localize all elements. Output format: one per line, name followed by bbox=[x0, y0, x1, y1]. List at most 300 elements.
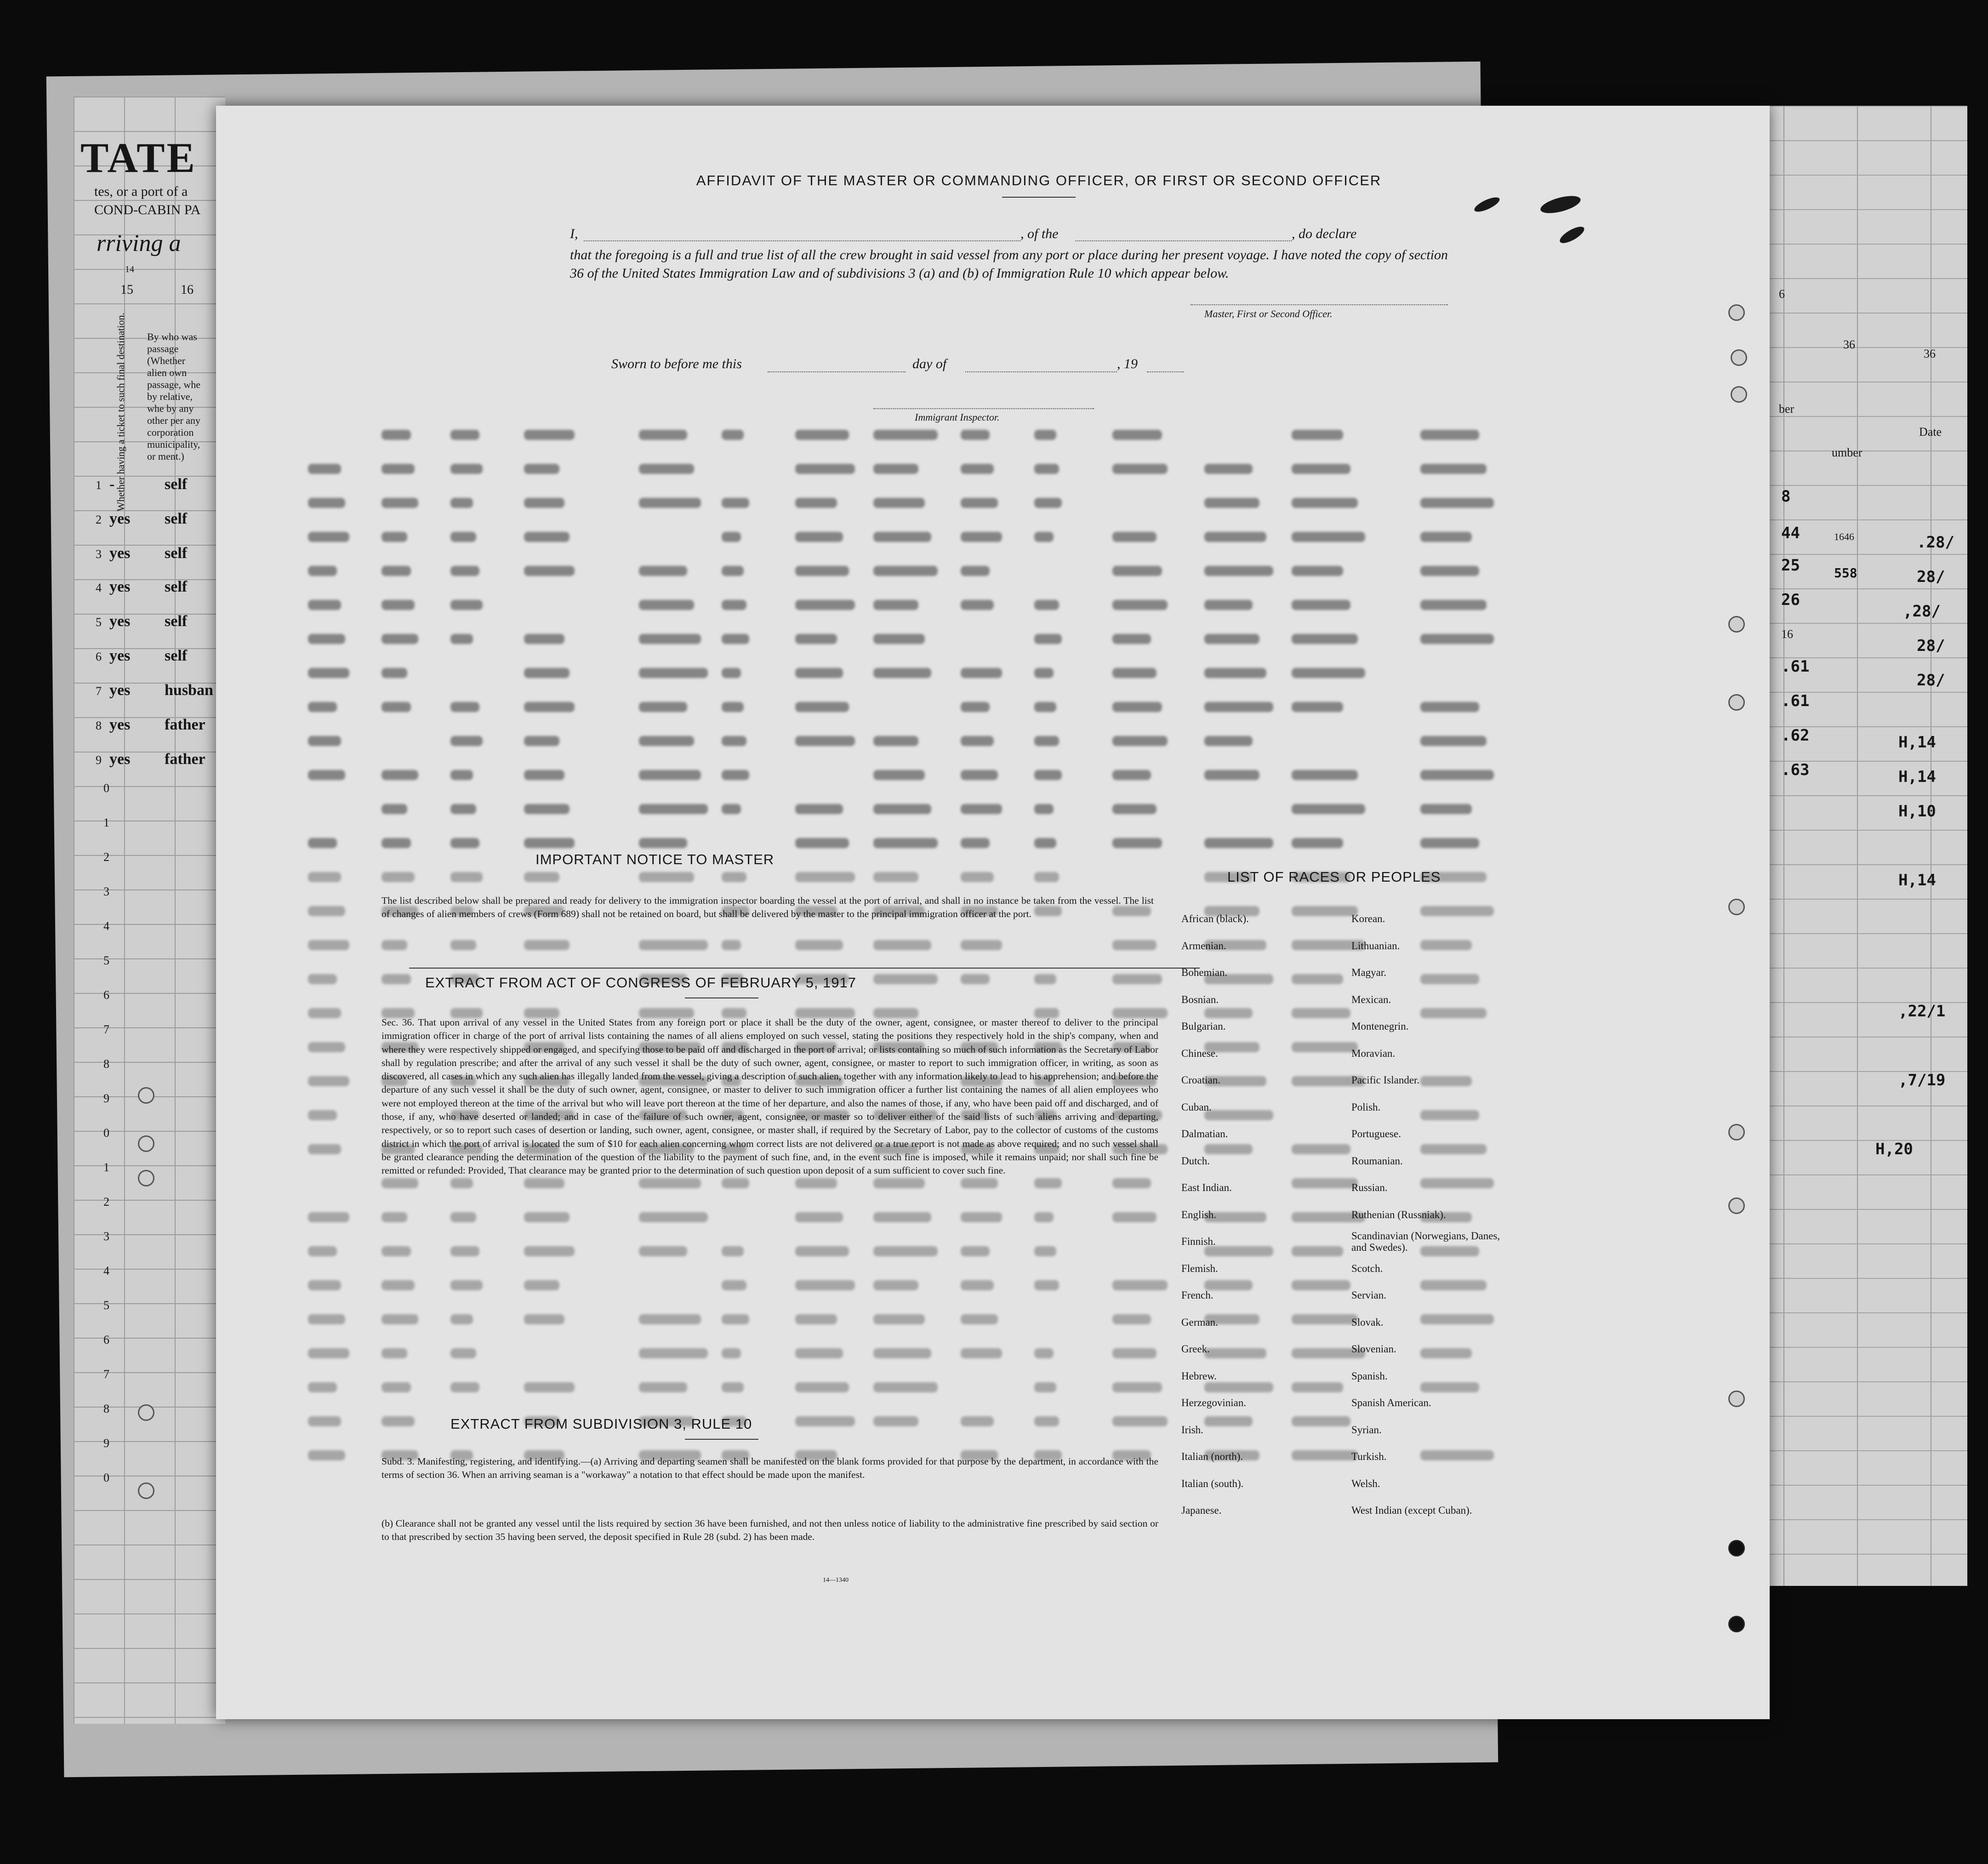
bleed-through-mark bbox=[873, 1348, 931, 1358]
bleed-through-mark bbox=[382, 532, 407, 542]
bleed-through-mark bbox=[1112, 532, 1156, 542]
affiant-name-field[interactable] bbox=[584, 240, 1020, 241]
right-value: ,7/19 bbox=[1898, 1071, 1946, 1089]
bleed-through-mark bbox=[639, 1178, 701, 1188]
row-number: 6 bbox=[103, 1333, 109, 1346]
race-entry: Russian. bbox=[1351, 1182, 1388, 1193]
bleed-through-mark bbox=[639, 634, 701, 644]
inspector-signature-field[interactable] bbox=[873, 408, 1094, 409]
bleed-through-mark bbox=[1112, 770, 1151, 780]
sworn-year-field[interactable] bbox=[1147, 371, 1184, 372]
bleed-through-mark bbox=[382, 838, 411, 848]
column-label: umber bbox=[1832, 446, 1863, 459]
row-number: 4 bbox=[103, 919, 109, 933]
row-number: 1 bbox=[103, 816, 109, 829]
race-entry: Slovak. bbox=[1351, 1316, 1384, 1328]
bleed-through-mark bbox=[639, 668, 708, 678]
bleed-through-mark bbox=[1112, 736, 1168, 746]
bleed-through-row bbox=[308, 498, 1549, 513]
right-value: .28/ bbox=[1917, 533, 1954, 552]
bleed-through-mark bbox=[450, 1382, 479, 1392]
bleed-through-mark bbox=[795, 600, 855, 610]
bleed-through-mark bbox=[961, 1314, 998, 1324]
bleed-through-mark bbox=[450, 430, 479, 440]
bleed-through-mark bbox=[524, 838, 575, 848]
bleed-through-mark bbox=[722, 532, 741, 542]
bleed-through-row bbox=[308, 634, 1549, 650]
right-value: H,14 bbox=[1898, 871, 1936, 889]
bleed-through-mark bbox=[961, 430, 990, 440]
bleed-through-mark bbox=[450, 1178, 473, 1188]
bleed-through-mark bbox=[1420, 566, 1479, 576]
race-entry: Croatian. bbox=[1181, 1074, 1220, 1086]
rule-extract-text-b: (b) Clearance shall not be granted any vessel until the lists required by section 36 have been furnished, and not then unless notice of liability to the administrative fine prescribed by said section or to that prescribed by section 35 having been served, the deposit specified in Rule 28 (subd. 2) has been made. bbox=[382, 1518, 1158, 1543]
inspector-label: Immigrant Inspector. bbox=[915, 411, 1000, 423]
bleed-through-mark bbox=[450, 1246, 479, 1256]
bleed-through-mark bbox=[639, 804, 708, 814]
bleed-through-mark bbox=[1034, 464, 1059, 474]
bleed-through-mark bbox=[873, 838, 938, 848]
bleed-through-mark bbox=[722, 1246, 744, 1256]
punch-hole bbox=[1731, 386, 1747, 403]
race-entry: Finnish. bbox=[1181, 1236, 1216, 1247]
bleed-through-mark bbox=[308, 566, 337, 576]
bleed-through-mark bbox=[722, 1178, 749, 1188]
bleed-through-mark bbox=[1034, 1178, 1062, 1188]
bleed-through-mark bbox=[873, 1314, 925, 1324]
bleed-through-mark bbox=[524, 668, 570, 678]
column-number: 14 bbox=[125, 264, 134, 274]
race-entry: Mexican. bbox=[1351, 993, 1391, 1005]
bleed-through-mark bbox=[961, 464, 994, 474]
left-data-row: 4 yes self bbox=[96, 578, 188, 595]
left-data-row: 5 yes self bbox=[96, 613, 188, 630]
bleed-through-mark bbox=[382, 498, 418, 508]
race-entry: Roumanian. bbox=[1351, 1155, 1403, 1167]
bleed-through-mark bbox=[1034, 736, 1059, 746]
race-entry: Cuban. bbox=[1181, 1101, 1212, 1113]
race-entry: Dalmatian. bbox=[1181, 1128, 1228, 1140]
bleed-through-mark bbox=[1292, 838, 1343, 848]
bleed-through-mark bbox=[961, 974, 990, 984]
bleed-through-mark bbox=[1034, 804, 1054, 814]
bleed-through-mark bbox=[1034, 1382, 1056, 1392]
bleed-through-mark bbox=[308, 872, 341, 882]
bleed-through-mark bbox=[639, 838, 687, 848]
punch-hole bbox=[1728, 1124, 1745, 1140]
bleed-through-row bbox=[308, 702, 1549, 718]
bleed-through-mark bbox=[450, 736, 483, 746]
bleed-through-mark bbox=[308, 736, 341, 746]
notice-text: The list described below shall be prepared and ready for delivery to the immigration inspector boarding the vessel at the port of arrival, and shall in no instance be taken from the vessel. The list of changes of alien members of crews (Form 689) shall not be retained on board, but shall be delivered by the master to the principal immigration officer at the port. bbox=[382, 895, 1154, 920]
bleed-through-mark bbox=[1292, 464, 1350, 474]
bleed-through-mark bbox=[795, 1246, 849, 1256]
officer-signature-field[interactable] bbox=[1191, 304, 1448, 305]
race-entry: Scandinavian (Norwegians, Danes, and Swedes). bbox=[1351, 1230, 1500, 1253]
bleed-through-mark bbox=[308, 464, 341, 474]
left-sheet-heading: TATE bbox=[80, 134, 197, 181]
column-number: 16 bbox=[181, 283, 194, 297]
punch-hole bbox=[138, 1482, 154, 1499]
bleed-through-mark bbox=[308, 838, 337, 848]
bleed-through-mark bbox=[308, 668, 349, 678]
bleed-through-mark bbox=[1112, 1280, 1168, 1290]
bleed-through-mark bbox=[873, 566, 938, 576]
race-entry: Turkish. bbox=[1351, 1451, 1387, 1462]
bleed-through-mark bbox=[795, 1382, 849, 1392]
bleed-through-mark bbox=[308, 1280, 341, 1290]
row-number: 3 bbox=[103, 885, 109, 898]
bleed-through-mark bbox=[1420, 804, 1472, 814]
bleed-through-mark bbox=[1420, 634, 1494, 644]
bleed-through-mark bbox=[722, 668, 741, 678]
rule-extract-title: EXTRACT FROM SUBDIVISION 3, RULE 10 bbox=[450, 1416, 752, 1432]
bleed-through-mark bbox=[382, 1212, 407, 1222]
bleed-through-mark bbox=[1034, 838, 1056, 848]
bleed-through-mark bbox=[873, 498, 925, 508]
punch-hole bbox=[1728, 1540, 1745, 1556]
bleed-through-mark bbox=[450, 600, 483, 610]
bleed-through-mark bbox=[1292, 1246, 1343, 1256]
race-entry: Magyar. bbox=[1351, 967, 1387, 978]
bleed-through-mark bbox=[1112, 668, 1156, 678]
affiant-prefix: I, bbox=[570, 226, 578, 241]
bleed-through-mark bbox=[961, 1212, 1002, 1222]
bleed-through-mark bbox=[524, 1246, 575, 1256]
column-number: 36 bbox=[1924, 347, 1936, 360]
bleed-through-mark bbox=[639, 1246, 687, 1256]
bleed-through-mark bbox=[524, 940, 570, 950]
bleed-through-mark bbox=[639, 1314, 701, 1324]
bleed-through-mark bbox=[1292, 1008, 1350, 1018]
bleed-through-mark bbox=[795, 1178, 837, 1188]
bleed-through-mark bbox=[1292, 804, 1365, 814]
left-data-row: 6 yes self bbox=[96, 647, 188, 664]
left-data-row: 1 - self bbox=[96, 476, 188, 493]
right-value: 44 bbox=[1781, 524, 1800, 542]
bleed-through-mark bbox=[1112, 974, 1162, 984]
bleed-through-mark bbox=[1034, 600, 1059, 610]
bleed-through-mark bbox=[795, 1348, 843, 1358]
ticket-column-header: Whether having a ticket to such final destination. bbox=[115, 313, 126, 512]
bleed-through-mark bbox=[1112, 566, 1162, 576]
bleed-through-mark bbox=[308, 940, 349, 950]
left-sheet-subhead: tes, or a port of a bbox=[94, 184, 188, 199]
vessel-name-field[interactable] bbox=[1076, 240, 1292, 241]
bleed-through-mark bbox=[308, 600, 341, 610]
row-number: 8 bbox=[103, 1057, 109, 1071]
row-number: 7 bbox=[103, 1368, 109, 1381]
bleed-through-row bbox=[308, 668, 1549, 684]
bleed-through-mark bbox=[1420, 464, 1487, 474]
sworn-day-field[interactable] bbox=[768, 371, 906, 372]
form-number: 14—1340 bbox=[823, 1577, 849, 1584]
bleed-through-mark bbox=[1034, 430, 1056, 440]
bleed-through-mark bbox=[873, 668, 931, 678]
bleed-through-mark bbox=[873, 1246, 938, 1256]
bleed-through-mark bbox=[639, 600, 694, 610]
bleed-through-mark bbox=[382, 600, 415, 610]
right-value: .62 bbox=[1781, 726, 1810, 745]
race-entry: Herzegovinian. bbox=[1181, 1397, 1247, 1408]
bleed-through-mark bbox=[308, 1076, 349, 1086]
row-number: 3 bbox=[103, 1230, 109, 1243]
bleed-through-mark bbox=[639, 770, 701, 780]
bleed-through-mark bbox=[722, 566, 744, 576]
bleed-through-mark bbox=[308, 1314, 345, 1324]
bleed-through-mark bbox=[450, 940, 476, 950]
row-number: 2 bbox=[103, 850, 109, 864]
race-entry: French. bbox=[1181, 1289, 1213, 1301]
bleed-through-mark bbox=[1112, 600, 1168, 610]
left-data-row: 2 yes self bbox=[96, 510, 188, 527]
bleed-through-mark bbox=[524, 532, 570, 542]
bleed-through-mark bbox=[1034, 532, 1054, 542]
bleed-through-mark bbox=[639, 872, 694, 882]
bleed-through-mark bbox=[1034, 872, 1059, 882]
bleed-through-mark bbox=[795, 940, 843, 950]
bleed-through-row bbox=[308, 736, 1549, 752]
race-entry: Korean. bbox=[1351, 913, 1385, 924]
row-number: 0 bbox=[103, 1126, 109, 1140]
bleed-through-mark bbox=[722, 1348, 741, 1358]
bleed-through-mark bbox=[722, 872, 746, 882]
bleed-through-mark bbox=[795, 464, 855, 474]
bleed-through-mark bbox=[308, 1008, 341, 1018]
passage-column-header: By who was passage (Whether alien own passage, whe by relative, whe by any other per any corporation municipality, or ment.) bbox=[147, 331, 201, 462]
race-entry: Spanish American. bbox=[1351, 1397, 1431, 1408]
bleed-through-mark bbox=[873, 600, 918, 610]
bleed-through-mark bbox=[450, 498, 473, 508]
bleed-through-mark bbox=[722, 736, 746, 746]
row-number: 7 bbox=[103, 1023, 109, 1036]
punch-hole bbox=[1728, 899, 1745, 915]
bleed-through-mark bbox=[639, 430, 687, 440]
bleed-through-mark bbox=[795, 804, 843, 814]
race-entry: Hebrew. bbox=[1181, 1370, 1217, 1382]
race-entry: African (black). bbox=[1181, 913, 1249, 924]
race-entry: Lithuanian. bbox=[1351, 940, 1400, 952]
bleed-through-mark bbox=[308, 634, 345, 644]
race-entry: Ruthenian (Russniak). bbox=[1351, 1208, 1446, 1220]
bleed-through-mark bbox=[961, 1178, 998, 1188]
bleed-through-mark bbox=[961, 770, 998, 780]
bleed-through-mark bbox=[873, 804, 931, 814]
bleed-through-mark bbox=[639, 566, 687, 576]
bleed-through-mark bbox=[1034, 498, 1062, 508]
bleed-through-mark bbox=[873, 634, 925, 644]
bleed-through-mark bbox=[1420, 430, 1479, 440]
bleed-through-mark bbox=[639, 702, 687, 712]
signatory-label: Master, First or Second Officer. bbox=[1204, 308, 1333, 319]
bleed-through-mark bbox=[450, 464, 483, 474]
bleed-through-mark bbox=[795, 566, 849, 576]
bleed-through-mark bbox=[873, 464, 918, 474]
bleed-through-mark bbox=[873, 1416, 918, 1426]
bleed-through-mark bbox=[961, 804, 1002, 814]
right-value: 8 bbox=[1781, 487, 1791, 506]
bleed-through-mark bbox=[1112, 464, 1168, 474]
bleed-through-mark bbox=[639, 498, 701, 508]
right-value: ,22/1 bbox=[1898, 1002, 1946, 1020]
section-rule bbox=[685, 1439, 758, 1440]
bleed-through-mark bbox=[450, 634, 473, 644]
bleed-through-mark bbox=[795, 668, 843, 678]
bleed-through-mark bbox=[1420, 702, 1479, 712]
act-extract-text: Sec. 36. That upon arrival of any vessel in the United States from any foreign port or place it shall be the duty of the owner, agent, consignee, or master thereof to deliver to the principal immigration officer in charge of the port of arrival lists containing the names of all aliens employed on such vessel, stating the positions they respectively hold in the ship's company, when and where they were respectively shipped or engaged, and specifying those to be paid off and discharged in the port of arrival; or lists containing so much of such information as the Secretary of Labor shall by regulation prescribe; and after the arrival of any such vessel it shall be the duty of such owner, agent, consignee, or master to report to such immigration officer, in writing, as soon as discovered, all cases in which any such alien has illegally landed from the vessel, giving a description of such alien, together with any information likely to lead to his apprehension; and before the departure of any such vessel it shall be the duty of such owner, agent, consignee, or master to deliver to such immigration officer a further list containing the names of all alien employees who were not employed thereon at the time of the arrival but who will leave port thereon at the time of her departure, and also the names of those, if any, who have been paid off and discharged, and of those, if any, who have deserted or landed; and in case of the failure of such owner, agent, consignee, or master so to deliver either of the said lists of such aliens arriving and departing, respectively, or so to report such cases of desertion or landing, such owner, agent, consignee, or master shall, if required by the Secretary of Labor, pay to the collector of customs of the customs district in which the port of arrival is located the sum of $10 for each alien concerning whom correct lists are not delivered or a true report is not made as above required; and no such vessel shall be granted clearance pending the determination of the question of the liability to the payment of such fine, and, in the event such fine is imposed, while it remains unpaid; nor shall such fine be remitted or refunded: Provided, That clearance may be granted prior to the determination of such question upon deposit of a sum sufficient to cover such fine. bbox=[382, 1017, 1158, 1176]
bleed-through-mark bbox=[382, 872, 415, 882]
bleed-through-mark bbox=[382, 702, 411, 712]
sworn-month-field[interactable] bbox=[965, 371, 1117, 372]
bleed-through-mark bbox=[1292, 906, 1358, 916]
bleed-through-row bbox=[308, 532, 1549, 547]
bleed-through-mark bbox=[1034, 1246, 1056, 1256]
bleed-through-mark bbox=[1292, 1042, 1358, 1052]
bleed-through-mark bbox=[450, 872, 483, 882]
bleed-through-mark bbox=[1112, 1416, 1168, 1426]
bleed-through-mark bbox=[961, 872, 994, 882]
bleed-through-mark bbox=[795, 532, 843, 542]
bleed-through-row bbox=[308, 566, 1549, 581]
bleed-through-mark bbox=[382, 1382, 411, 1392]
bleed-through-mark bbox=[524, 1314, 564, 1324]
bleed-through-mark bbox=[382, 1280, 415, 1290]
right-value: .61 bbox=[1781, 692, 1810, 710]
bleed-through-mark bbox=[1292, 668, 1365, 678]
column-number: 6 bbox=[1779, 287, 1785, 301]
year-label: , 19 bbox=[1117, 356, 1138, 371]
bleed-through-mark bbox=[1112, 430, 1162, 440]
bleed-through-mark bbox=[450, 804, 476, 814]
bleed-through-mark bbox=[382, 1348, 407, 1358]
bleed-through-mark bbox=[795, 736, 855, 746]
bleed-through-mark bbox=[1292, 1178, 1358, 1188]
bleed-through-mark bbox=[795, 634, 837, 644]
bleed-through-mark bbox=[1204, 838, 1273, 848]
race-entry: Bosnian. bbox=[1181, 993, 1219, 1005]
bleed-through-mark bbox=[308, 1110, 337, 1120]
bleed-through-mark bbox=[722, 1314, 749, 1324]
bleed-through-mark bbox=[308, 1348, 349, 1358]
right-value: 28/ bbox=[1917, 671, 1945, 690]
races-title: LIST OF RACES OR PEOPLES bbox=[1227, 869, 1441, 885]
bleed-through-mark bbox=[1292, 498, 1358, 508]
right-value: H,14 bbox=[1898, 768, 1936, 786]
punch-hole bbox=[1728, 1391, 1745, 1407]
bleed-through-mark bbox=[873, 940, 931, 950]
bleed-through-mark bbox=[722, 1280, 746, 1290]
bleed-through-mark bbox=[1034, 668, 1054, 678]
right-value: H,14 bbox=[1898, 733, 1936, 752]
bleed-through-mark bbox=[524, 872, 559, 882]
bleed-through-mark bbox=[450, 702, 479, 712]
bleed-through-mark bbox=[1204, 600, 1253, 610]
bleed-through-mark bbox=[1112, 634, 1151, 644]
bleed-through-mark bbox=[722, 702, 744, 712]
act-extract-title: EXTRACT FROM ACT OF CONGRESS OF FEBRUARY 5, 1917 bbox=[425, 975, 857, 991]
bleed-through-mark bbox=[639, 940, 708, 950]
race-entry: Portuguese. bbox=[1351, 1128, 1401, 1140]
race-entry: Spanish. bbox=[1351, 1370, 1388, 1382]
bleed-through-mark bbox=[961, 940, 1002, 950]
race-entry: Slovenian. bbox=[1351, 1343, 1396, 1355]
punch-hole bbox=[1728, 694, 1745, 711]
bleed-through-mark bbox=[961, 668, 1002, 678]
bleed-through-row bbox=[308, 430, 1549, 445]
row-number: 2 bbox=[103, 1195, 109, 1208]
bleed-through-mark bbox=[961, 1280, 994, 1290]
left-data-row: 9 yes father bbox=[96, 751, 205, 768]
bleed-through-mark bbox=[524, 1280, 559, 1290]
bleed-through-row bbox=[308, 464, 1549, 479]
bleed-through-mark bbox=[873, 1280, 918, 1290]
bleed-through-mark bbox=[1204, 770, 1259, 780]
bleed-through-mark bbox=[795, 498, 837, 508]
bleed-through-mark bbox=[873, 1212, 931, 1222]
ink-mark bbox=[1473, 194, 1502, 214]
right-value: ,28/ bbox=[1903, 602, 1941, 621]
bleed-through-mark bbox=[450, 770, 473, 780]
race-entry: Italian (south). bbox=[1181, 1477, 1244, 1489]
bleed-through-mark bbox=[795, 430, 849, 440]
bleed-through-mark bbox=[1204, 566, 1273, 576]
bleed-through-mark bbox=[450, 566, 479, 576]
bleed-through-mark bbox=[722, 804, 741, 814]
bleed-through-mark bbox=[1112, 1382, 1162, 1392]
bleed-through-mark bbox=[639, 1212, 708, 1222]
bleed-through-mark bbox=[1292, 974, 1343, 984]
bleed-through-mark bbox=[1034, 770, 1062, 780]
bleed-through-mark bbox=[961, 532, 1002, 542]
left-data-row: 8 yes father bbox=[96, 716, 205, 733]
race-entry: Welsh. bbox=[1351, 1477, 1380, 1489]
bleed-through-mark bbox=[1292, 600, 1350, 610]
bleed-through-mark bbox=[382, 634, 418, 644]
bleed-through-mark bbox=[1034, 1348, 1054, 1358]
races-column-1 bbox=[1181, 906, 1249, 1524]
bleed-through-mark bbox=[382, 668, 407, 678]
bleed-through-mark bbox=[524, 702, 575, 712]
bleed-through-mark bbox=[1420, 498, 1494, 508]
column-number: 36 bbox=[1843, 338, 1855, 351]
bleed-through-mark bbox=[961, 736, 994, 746]
crew-manifest-form bbox=[216, 106, 1770, 1719]
punch-hole bbox=[1728, 304, 1745, 321]
right-value: 28/ bbox=[1917, 568, 1945, 586]
bleed-through-mark bbox=[961, 1416, 994, 1426]
right-value: 16 bbox=[1781, 627, 1793, 641]
left-data-row: 7 yes husban bbox=[96, 682, 213, 699]
bleed-through-mark bbox=[873, 872, 918, 882]
bleed-through-mark bbox=[1292, 1314, 1358, 1324]
bleed-through-mark bbox=[1204, 668, 1266, 678]
right-value: 1646 bbox=[1834, 531, 1854, 542]
row-number: 8 bbox=[103, 1402, 109, 1415]
bleed-through-mark bbox=[382, 1314, 418, 1324]
bleed-through-mark bbox=[524, 770, 564, 780]
bleed-through-mark bbox=[524, 736, 559, 746]
bleed-through-mark bbox=[1292, 566, 1343, 576]
title-rule bbox=[1002, 197, 1076, 198]
bleed-through-mark bbox=[308, 702, 337, 712]
bleed-through-mark bbox=[1292, 702, 1343, 712]
race-entry: Bohemian. bbox=[1181, 967, 1228, 978]
bleed-through-mark bbox=[382, 940, 407, 950]
bleed-through-mark bbox=[1204, 532, 1266, 542]
race-entry: Moravian. bbox=[1351, 1047, 1396, 1059]
bleed-through-mark bbox=[450, 1314, 473, 1324]
row-number: 4 bbox=[103, 1264, 109, 1277]
